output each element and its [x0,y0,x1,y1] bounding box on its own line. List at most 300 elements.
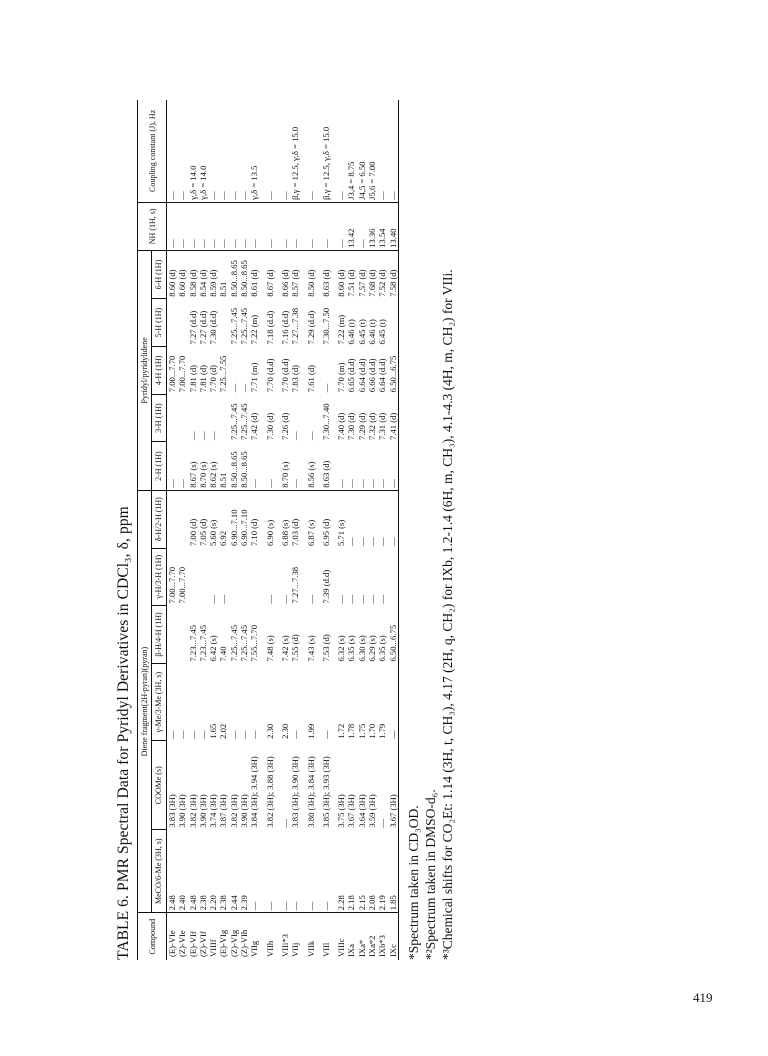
table-cell: 7.23...7.45 [197,624,208,662]
table-cell: — [187,431,198,440]
table-cell: — [239,383,250,393]
rotated-table-block [115,100,655,960]
table-cell: — [177,730,188,739]
table-cell: — [290,431,301,440]
table-cell: 7.41 (d) [387,412,398,440]
table-cell: — [228,730,239,739]
table-cell: 7.27...7.38 [290,307,301,345]
table-cell: — [346,594,357,604]
table-cell: 7.58 (d) [388,250,399,298]
table-cell: 8.60 (d) [167,250,178,298]
table-cell: 7.00...7.70 [167,355,177,393]
table-cell: — [336,594,347,604]
compound-cell: IXb*3 [377,913,387,960]
table-cell [218,394,228,442]
table-cell [177,394,187,442]
table-cell: 7.70 (d.d) [264,358,275,393]
footnote-1: *Spectrum taken in CD₃OD. [405,805,421,960]
header-col: MeCO/6-Me (3H, s) [152,830,167,913]
table-cell: 6.64 (d.d) [377,358,388,393]
header-col: γ-H/3-H (1H) [152,548,167,605]
table-cell: 13.40 [388,202,399,250]
table-cell: 2.28 [336,895,347,911]
table-cell: — [249,901,260,911]
table-cell: — [290,730,301,739]
footnote-3: *³Chemical shifts for CO₂Et: 1.14 (3H, t, CH₃), 4.17 (2H, q, CH₂) for IXb, 1.2-1.4 (6H, m, CH₃), 4.1-4.3 (4H, m, CH₂) for VIIi. [439,269,455,960]
table-cell: 7.42 (s) [279,635,290,662]
table-cell: 7.70 (d.d) [279,358,290,393]
table-cell: γ,δ = 14.0 [197,165,208,200]
table-cell: 7.55 (d) [290,634,301,662]
compound-cell: IXa [346,913,356,960]
table-cell: 6.35 (s) [377,635,388,662]
table-cell: β,γ = 12.5, γ,δ = 15.0 [320,126,331,200]
table-cell: J5,6 = 7.00 [367,161,378,200]
table-cell [388,299,399,347]
table-cell: 1.78 [346,723,357,739]
header-col: δ-H/2-H (1H) [152,490,167,548]
table-row [388,100,399,960]
table-cell: 3.67 (3H) [387,794,398,828]
table-cell: 6.29 (s) [367,635,378,662]
table-cell: — [208,202,218,250]
table-cell: 2.40 [177,895,188,911]
table-cell: 7.81 (d) [197,364,208,393]
table-cell: — [208,594,219,604]
table-cell: 2.38 [197,895,208,911]
table-cell: — [208,191,219,200]
compound-cell: (E)-VIe [167,913,178,960]
table-cell: 2.18 [346,895,357,911]
table-cell: 7.29 (d.d) [305,310,316,345]
table-cell: 7.31 (d) [377,412,388,440]
table-cell: — [305,594,316,604]
table-cell: 7.25...7.45 [239,403,250,440]
table-cell: 2.30 [279,723,290,739]
table-cell [167,394,178,442]
compound-cell: VIIl [316,913,331,960]
compound-cell: VIIg [249,913,259,960]
table-cell: 2.30 [264,723,275,739]
table-cell: 3.84 (3H); 3.94 (3H) [249,756,260,828]
compound-cell: VIIh [260,913,275,960]
table-row [331,100,346,960]
table-cell: 7.00...7.70 [177,355,188,393]
table-cell: 7.27 (d.d) [187,310,198,345]
table-cell: — [388,490,399,548]
table-cell: 7.48 (s) [264,635,275,662]
table-cell: 13.36 [367,202,377,250]
table-cell: 7.03 (d) [290,490,300,548]
header-col: COOMe (s) [152,741,167,830]
table-cell: — [305,901,316,911]
table-cell: 13.42 [346,202,356,250]
table-cell: J3,4 = 8.75 [346,161,357,200]
table-cell: 7.61 (d) [305,364,316,393]
table-cell: 1.75 [356,723,367,739]
table-cell: 6.92 [218,490,228,548]
table-cell: — [377,490,387,548]
table-cell: 6.45 (t) [377,319,388,345]
table-row [177,100,187,960]
table-cell: — [208,431,219,440]
table-cell: — [249,479,260,488]
table-cell: 7.05 (d) [198,490,208,548]
table-cell: 7.42 (d) [249,412,260,440]
table-cell [177,299,187,347]
table-cell: 8.60 (d) [331,250,346,298]
table-row [167,100,178,960]
table-cell: 8.57 (d) [290,250,300,298]
table-cell: 7.70 (m) [336,362,347,393]
table-cell: — [218,594,229,604]
footnotes [405,100,456,960]
table-row [357,100,367,960]
table-cell: 3.83 (3H); 3.90 (3H) [290,756,301,828]
table-cell: J4,5 = 6.50 [356,161,367,200]
table-cell: — [239,202,249,250]
table-cell: — [387,191,398,200]
table-cell [177,490,187,548]
table-cell: 7.30...7.40 [320,403,331,440]
table-row [208,100,218,960]
table-cell: 8.56 (s) [305,461,316,488]
table-cell: — [177,191,188,200]
table-cell: — [305,431,316,440]
table-cell: 8.70 (s) [279,461,290,488]
table-cell: 2.48 [167,895,177,911]
table-cell: 3.83 (3H) [167,794,177,828]
table-cell: 8.67 (s) [187,461,198,488]
table-cell: — [290,202,300,250]
table-cell: — [320,901,331,911]
table-cell: — [356,594,367,604]
table-cell: 2.44 [228,895,239,911]
table-cell: 6.32 (s) [336,635,347,662]
table-cell: 1.85 [387,895,398,911]
table-cell: — [316,202,331,250]
table-cell: 8.62 (s) [208,461,219,488]
table-cell: 6.46 (t) [367,319,378,345]
table-cell: — [197,730,208,739]
table-cell: — [275,202,290,250]
table-cell: — [177,202,187,250]
table-cell: — [305,191,316,200]
table-cell: 2.38 [218,895,229,911]
table-cell: γ,δ = 13.5 [249,165,260,200]
table-cell: — [387,730,398,739]
table-body [167,100,399,960]
table-cell: 7.10 (d) [249,490,259,548]
table-cell: 8.50...8.65 [239,250,249,298]
table-cell: 3.75 (3H) [336,794,347,828]
table-cell: — [167,730,177,739]
table-cell: 8.63 (d) [316,250,331,298]
table-cell: 3.90 (3H) [177,794,188,828]
table-cell: — [187,730,198,739]
header-nh: NH (1H, s) [138,202,167,250]
table-cell: 7.30 (d) [346,412,357,440]
table-cell: 3.59 (3H) [367,794,378,828]
table-cell: — [228,191,239,200]
table-caption: TABLE 6. PMR Spectral Data for Pyridyl Derivatives in CDCl₃, δ, ppm [115,506,132,960]
table-row [377,100,387,960]
table-cell: 7.25...7.45 [239,307,250,345]
compound-cell: (Z)-VIe [177,913,187,960]
table-cell: 8.61 (d) [249,250,259,298]
table-cell: 6.90...7.10 [239,490,249,548]
table-cell: 3.67 (3H) [346,794,357,828]
header-col: 4-H (1H) [152,346,167,394]
table-row [367,100,377,960]
table-cell: 7.81 (d) [187,364,198,393]
table-cell: 3.80 (3H); 3.84 (3H) [305,756,316,828]
table-cell: 2.39 [239,895,250,911]
table-cell: 3.82 (3H) [187,794,198,828]
table-cell: — [367,479,378,488]
compound-cell: IXa* [357,913,367,960]
header-compound: Compound [138,913,167,960]
table-cell: 3.85 (3H); 3.93 (3H) [320,756,331,828]
table-cell: — [367,490,377,548]
table-cell: — [377,819,388,828]
table-cell: 7.29 (d) [356,412,367,440]
table-cell: — [331,202,346,250]
table-cell: 2.48 [187,895,198,911]
table-cell: 7.26 (d) [279,412,290,440]
table-cell: — [356,479,367,488]
table-cell: 7.22 (m) [336,314,347,345]
table-cell: 7.52 (d) [377,250,387,298]
table-cell: 7.23...7.45 [187,624,198,662]
table-cell: 7.25...7.45 [239,624,250,662]
pmr-data-table [137,100,399,960]
table-cell: β,γ = 12.5, γ,δ = 15.0 [290,126,301,200]
table-cell: γ,δ = 14.0 [187,165,198,200]
compound-cell: (E)-VIf [188,913,198,960]
table-cell: — [377,479,388,488]
table-cell: 7.30...7.50 [320,307,331,345]
table-cell: 8.63 (d) [320,460,331,488]
table-cell: 7.83 (d) [290,364,301,393]
table-cell: — [249,202,259,250]
compound-cell: VIIi*3 [275,913,290,960]
table-row [290,100,300,960]
table-row [301,100,316,960]
table-cell: 3.82 (3H) [228,794,239,828]
table-cell: — [320,730,331,739]
table-cell: 7.30 (d) [264,412,275,440]
table-row [198,100,208,960]
compound-cell: IXa*2 [367,913,377,960]
table-cell: 6.30 (s) [356,635,367,662]
header-col: β-H/4-H (1H) [152,605,167,663]
table-cell: — [377,191,388,200]
table-cell: 2.20 [208,895,219,911]
table-cell: 2.02 [218,723,229,739]
table-cell: 6.66 (d.d) [367,358,378,393]
table-cell: 8.51 [218,250,228,298]
table-cell [218,299,228,347]
table-cell: — [229,202,239,250]
table-cell: 2.19 [377,895,388,911]
header-diene-fragment: Diene fragment(2H-pyran)(pyran) [138,490,152,913]
table-cell: 6.45 (t) [356,319,367,345]
table-cell [249,548,259,605]
table-cell: 8.54 (d) [198,250,208,298]
compound-cell: VIIIc [331,913,346,960]
table-cell: 3.64 (3H) [356,794,367,828]
table-cell: — [336,191,347,200]
table-cell: 1.65 [208,723,219,739]
table-cell: — [167,202,178,250]
table-cell: 6.90...7.10 [229,490,239,548]
table-cell: — [346,490,356,548]
compound-cell: (E)-VIg [218,913,228,960]
table-cell: — [279,901,290,911]
table-cell: — [320,383,331,393]
table-row [346,100,356,960]
table-cell: 6.90 (s) [260,490,275,548]
table-cell: — [301,202,316,250]
table-cell: — [357,202,367,250]
table-cell: — [167,479,177,488]
table-row [275,100,290,960]
table-cell [167,605,178,663]
table-cell: 7.25...7.45 [228,403,239,440]
table-cell: 3.90 (3H) [239,794,250,828]
table-cell: 8.51 [218,472,229,488]
table-cell: 6.35 (s) [346,635,357,662]
table-cell: 8.66 (d) [275,250,290,298]
compound-cell: VIIj [290,913,300,960]
table-cell: 7.32 (d) [367,412,378,440]
table-cell: — [177,479,188,488]
table-cell: — [198,202,208,250]
compound-cell: IXc [388,913,399,960]
table-cell: — [264,901,275,911]
table-cell: 1.99 [305,723,316,739]
table-cell: 8.50 (d) [301,250,316,298]
header-coupling: Coupling constant (J), Hz [138,100,167,202]
table-cell: 7.25...7.45 [228,307,239,345]
table-cell: 7.22 (m) [249,314,260,345]
table-cell: — [239,191,250,200]
table-cell: — [377,594,388,604]
table-cell: 6.46 (t) [346,319,357,345]
table-cell: 1.72 [336,723,347,739]
table-cell: — [228,383,239,393]
table-cell: 8.58 (d) [188,250,198,298]
table-cell: 7.40 [218,646,229,662]
table-cell: — [218,191,229,200]
table-row [239,100,249,960]
table-cell: 8.67 (d) [260,250,275,298]
table-cell: 8.60 (d) [177,250,187,298]
table-cell: 6.95 (d) [316,490,331,548]
table-row [188,100,198,960]
table-cell: 7.68 (d) [367,250,377,298]
header-col: 3-H (1H) [152,394,167,442]
table-cell [188,548,198,605]
table-cell [388,548,399,605]
table-cell: 7.00...7.70 [177,566,188,604]
table-cell: — [264,191,275,200]
table-cell: 7.39 (d.d) [320,569,331,604]
table-cell: 7.27 (d.d) [197,310,208,345]
table-cell: 7.00...7.70 [167,566,177,604]
table-cell: 3.82 (3H); 3.88 (3H) [264,756,275,828]
table-cell: 7.25...7.45 [228,624,239,662]
table-cell: 7.16 (d.d) [279,310,290,345]
table-cell: 6.64 (d.d) [356,358,367,393]
table-cell: — [357,490,367,548]
table-cell: — [197,431,208,440]
table-cell: — [290,901,301,911]
table-cell [229,548,239,605]
table-cell: 6.87 (s) [301,490,316,548]
table-cell: 7.25...7.55 [218,355,229,393]
table-cell [198,548,208,605]
table-cell: 7.57 (d) [357,250,367,298]
table-row [249,100,259,960]
header-col: 6-H (1H) [152,250,167,298]
table-cell: 13.54 [377,202,387,250]
table-cell: 7.30 (d.d) [208,310,219,345]
table-cell: 7.51 (d) [346,250,356,298]
table-cell: — [346,479,357,488]
table-cell: 6.65 (d.d) [346,358,357,393]
table-cell: 8.50...8.65 [239,451,250,488]
table-cell [167,299,178,347]
table-cell [177,605,187,663]
footnote-2: *²Spectrum taken in DMSO-d₆. [422,789,438,960]
table-cell: 6.50...6.75 [387,355,398,393]
table-cell: 8.50...8.65 [229,250,239,298]
table-cell [167,490,178,548]
table-cell: — [279,191,290,200]
table-cell: 2.15 [356,895,367,911]
table-row [316,100,331,960]
table-cell: — [279,594,290,604]
table-cell: 7.53 (d) [320,634,331,662]
compound-cell: (Z)-VIf [198,913,208,960]
table-cell: 7.40 (d) [336,412,347,440]
table-row [229,100,239,960]
compound-cell: (Z)-VIh [239,913,249,960]
table-cell: 7.27...7.38 [290,566,301,604]
table-row [260,100,275,960]
table-cell: 3.74 (3H) [208,794,219,828]
table-cell: 7.18 (d.d) [264,310,275,345]
table-cell: — [264,594,275,604]
table-cell: 6.42 (s) [208,635,219,662]
table-cell: 7.71 (m) [249,362,260,393]
header-col: γ-Me/3-Me (3H, s) [152,664,167,741]
table-cell: 3.90 (3H) [197,794,208,828]
table-cell: 7.00 (d) [188,490,198,548]
table-cell [239,548,249,605]
table-cell: 7.55...7.70 [249,624,260,662]
table-cell: 5.71 (s) [331,490,346,548]
table-cell: 8.59 (d) [208,250,218,298]
table-cell: — [167,191,177,200]
table-row [218,100,228,960]
table-cell: 6.88 (s) [275,490,290,548]
table-cell: — [188,202,198,250]
table-cell: 7.70 (d) [208,364,219,393]
table-cell: — [336,479,347,488]
